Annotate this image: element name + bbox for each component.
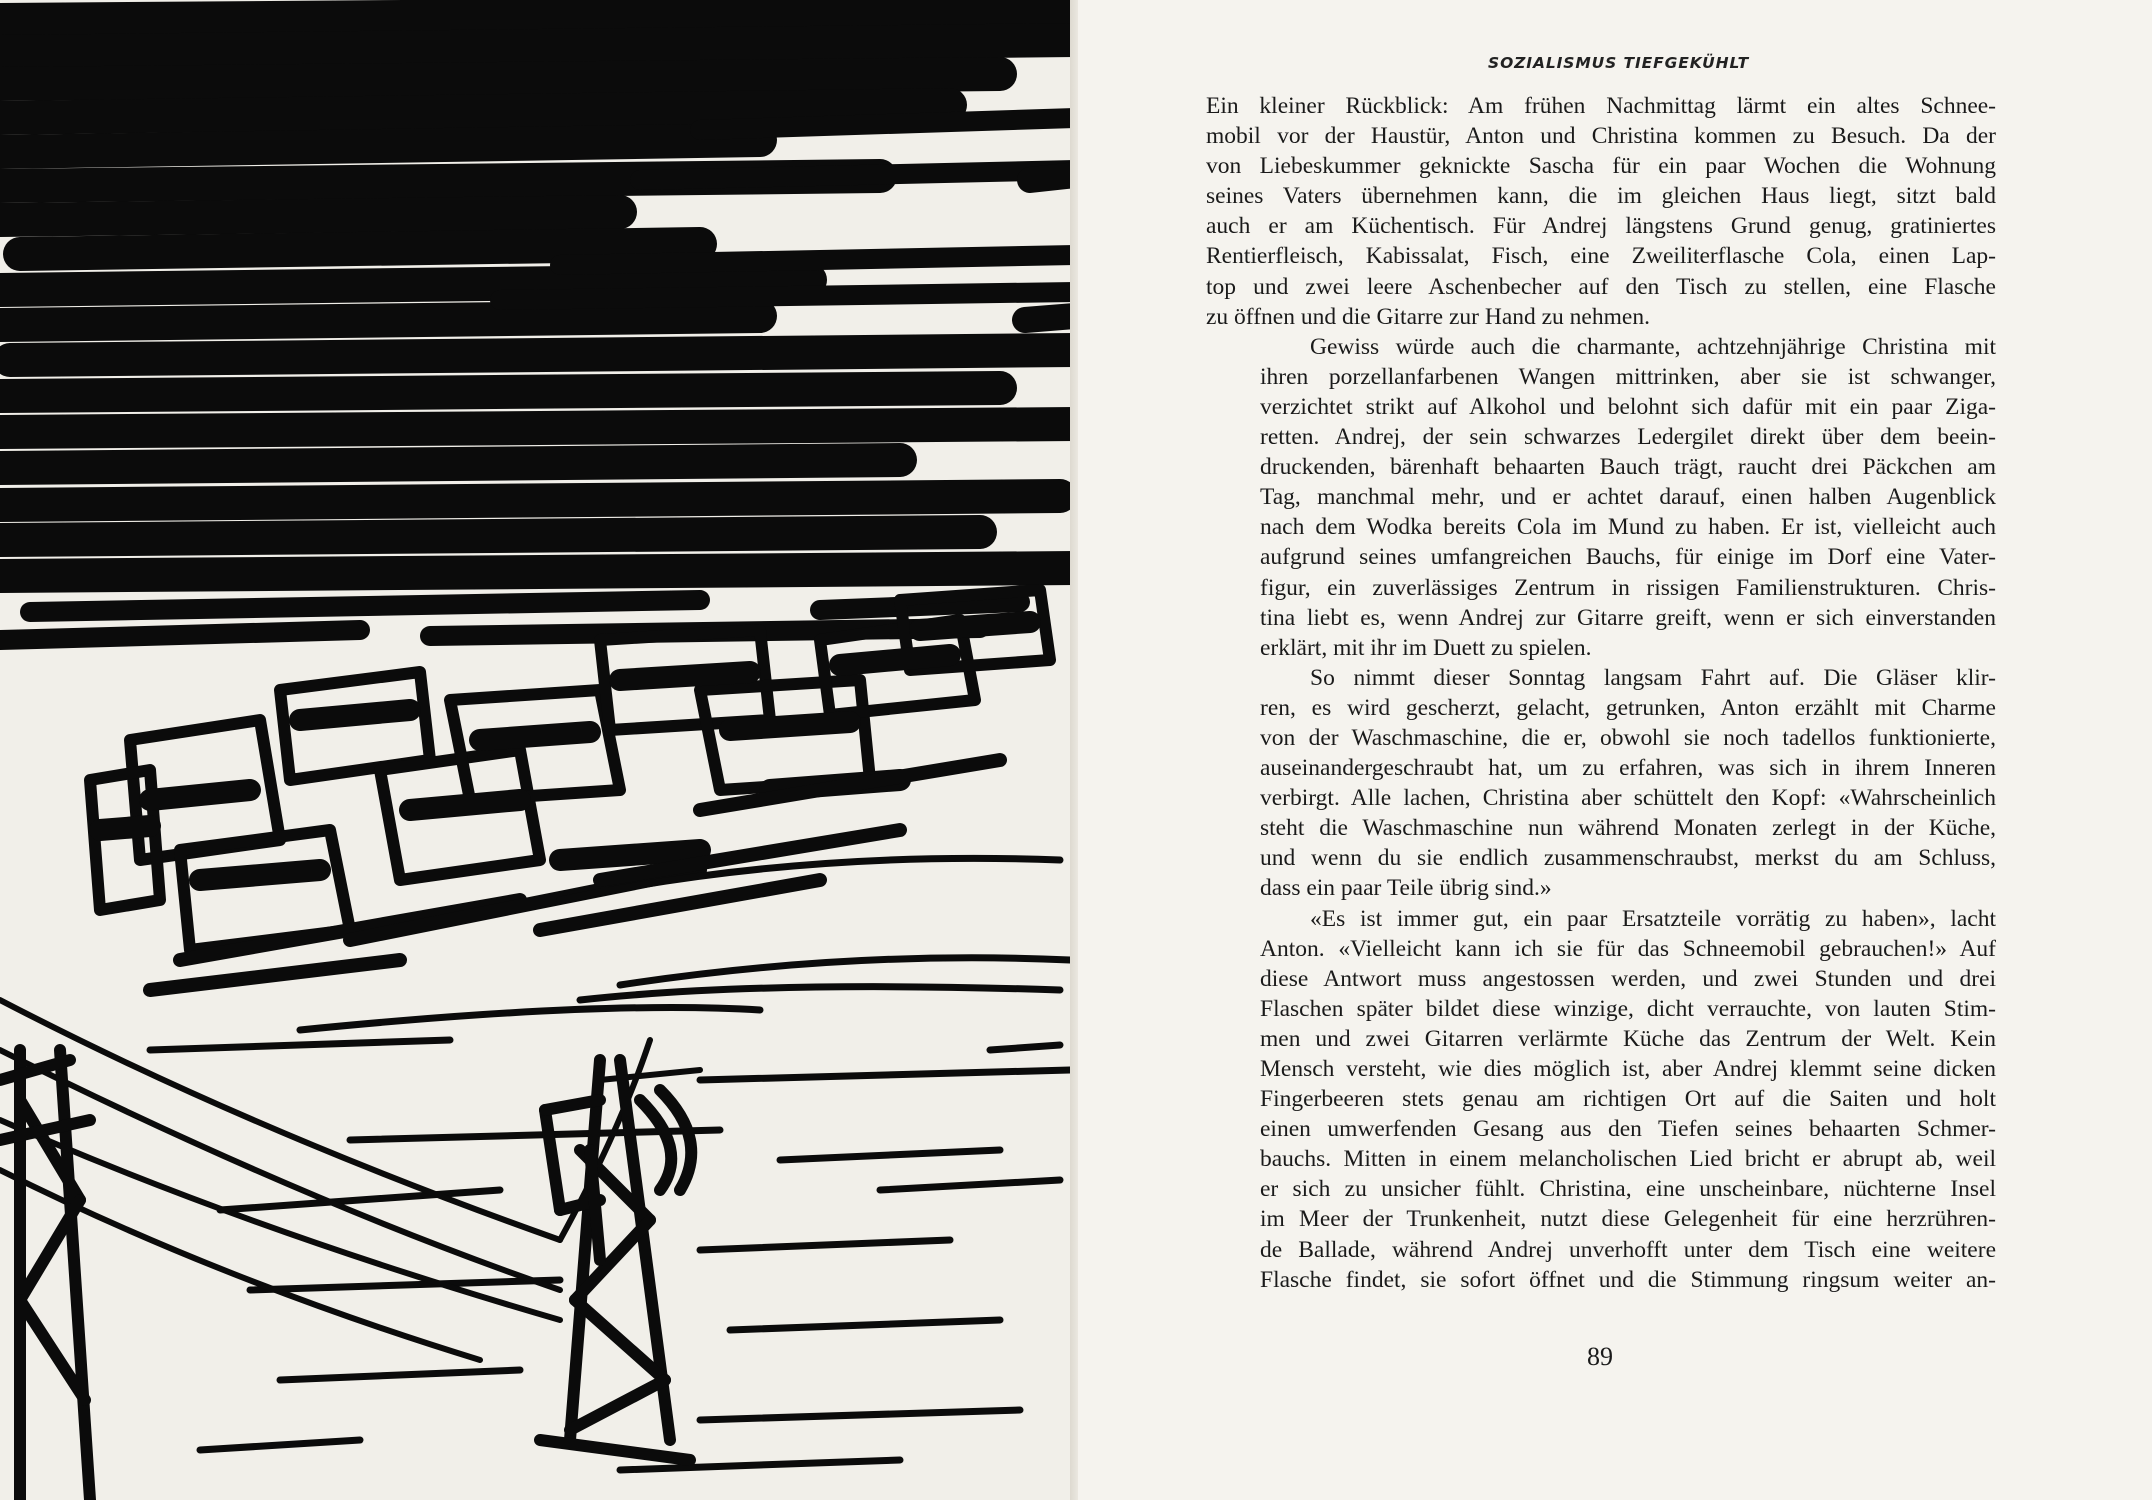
text-line: tina liebt es, wenn Andrej zur Gitarre greift, wenn er sich einverstanden (1260, 604, 1996, 631)
text-line: steht die Waschmaschine nun während Monaten zerlegt in der Küche, (1260, 815, 1996, 842)
ink-drawing-illustration (0, 0, 1075, 1500)
text-line: auseinandergeschraubt hat, um zu erfahren, was sich in ihrem Inneren (1260, 755, 1996, 782)
text-line: Gewiss würde auch die charmante, achtzehnjährige Christina mit (1310, 333, 1996, 360)
text-line: Tag, manchmal mehr, und er achtet darauf, einen halben Augenblick (1260, 484, 1996, 511)
text-line: nach dem Wodka bereits Cola im Mund zu haben. Er ist, vielleicht auch (1260, 514, 1996, 541)
text-line: figur, ein zuverlässiges Zentrum in rissigen Familienstrukturen. Chris- (1260, 574, 1996, 601)
text-line: von Liebeskummer geknickte Sascha für ein paar Wochen die Wohnung (1206, 153, 1996, 180)
text-line: verzichtet strikt auf Alkohol und belohnt sich dafür mit ein paar Ziga- (1260, 393, 1996, 420)
text-line: diese Antwort muss angestossen werden, und zwei Stunden und drei (1260, 965, 1996, 992)
text-line: seines Vaters übernehmen kann, die im gleichen Haus liegt, sitzt bald (1206, 183, 1996, 210)
text-line: «Es ist immer gut, ein paar Ersatzteile vorrätig zu haben», lacht (1310, 905, 1996, 932)
illustration-page (0, 0, 1075, 1500)
body-text (1206, 91, 1996, 1295)
text-line: er sich zu unsicher fühlt. Christina, eine unscheinbare, nüchterne Insel (1260, 1176, 1996, 1203)
text-line: einen umwerfenden Gesang aus den Tiefen seines behaarten Schmer- (1260, 1116, 1996, 1143)
text-line: Anton. «Vielleicht kann ich sie für das Schneemobil gebrauchen!» Auf (1260, 935, 1996, 962)
text-line: top und zwei leere Aschenbecher auf den Tisch zu stellen, eine Flasche (1206, 273, 1996, 300)
text-line: und wenn du sie endlich zusammenschraubst, merkst du am Schluss, (1260, 845, 1996, 872)
text-line: mobil vor der Haustür, Anton und Christina kommen zu Besuch. Da der (1206, 123, 1996, 150)
text-line: Mensch versteht, wie dies möglich ist, aber Andrej klemmt seine dicken (1260, 1056, 1996, 1082)
text-line: verbirgt. Alle lachen, Christina aber schüttelt den Kopf: «Wahrscheinlich (1260, 785, 1996, 812)
text-line: Ein kleiner Rückblick: Am frühen Nachmittag lärmt ein altes Schnee- (1206, 93, 1996, 119)
text-line: im Meer der Trunkenheit, nutzt diese Gelegenheit für eine herzrühren- (1260, 1206, 1996, 1233)
text-line: So nimmt dieser Sonntag langsam Fahrt auf. Die Gläser klir- (1310, 664, 1996, 691)
text-line: Rentierfleisch, Kabissalat, Fisch, eine Zweiliterflasche Cola, einen Lap- (1206, 243, 1996, 270)
text-line: zu öffnen und die Gitarre zur Hand zu nehmen. (1206, 303, 1650, 330)
text-line: Fingerbeeren stets genau am richtigen Ort auf die Saiten und holt (1260, 1086, 1996, 1113)
text-line: dass ein paar Teile übrig sind.» (1260, 875, 1552, 902)
running-head: SOZIALISMUS TIEFGEKÜHLT (1488, 54, 1750, 72)
text-line: Flaschen später bildet diese winzige, dicht verrauchte, von lauten Stim- (1260, 995, 1996, 1022)
page-number: 89 (1587, 1342, 1613, 1371)
text-line: Flasche findet, sie sofort öffnet und die Stimmung ringsum weiter an- (1260, 1266, 1996, 1293)
text-line: ihren porzellanfarbenen Wangen mittrinken, aber sie ist schwanger, (1260, 363, 1996, 390)
text-line: de Ballade, während Andrej unverhofft unter dem Tisch eine weitere (1260, 1236, 1996, 1263)
text-line: retten. Andrej, der sein schwarzes Ledergilet direkt über dem beein- (1260, 424, 1996, 451)
text-line: von der Waschmaschine, die er, obwohl sie noch tadellos funktionierte, (1260, 724, 1996, 751)
text-line: ren, es wird gescherzt, gelacht, getrunken, Anton erzählt mit Charme (1260, 694, 1996, 721)
text-line: druckenden, bärenhaft behaarten Bauch trägt, raucht drei Päckchen am (1260, 454, 1996, 481)
text-line: auch er am Küchentisch. Für Andrej längstens Grund genug, gratiniertes (1206, 213, 1996, 240)
text-line: bauchs. Mitten in einem melancholischen Lied bricht er abrupt ab, weil (1260, 1146, 1996, 1173)
text-line: aufgrund seines umfangreichen Bauchs, für einige im Dorf eine Vater- (1260, 544, 1996, 571)
text-line: erklärt, mit ihr im Duett zu spielen. (1260, 634, 1592, 661)
text-line: men und zwei Gitarren verlärmte Küche das Zentrum der Welt. Kein (1260, 1025, 1996, 1052)
